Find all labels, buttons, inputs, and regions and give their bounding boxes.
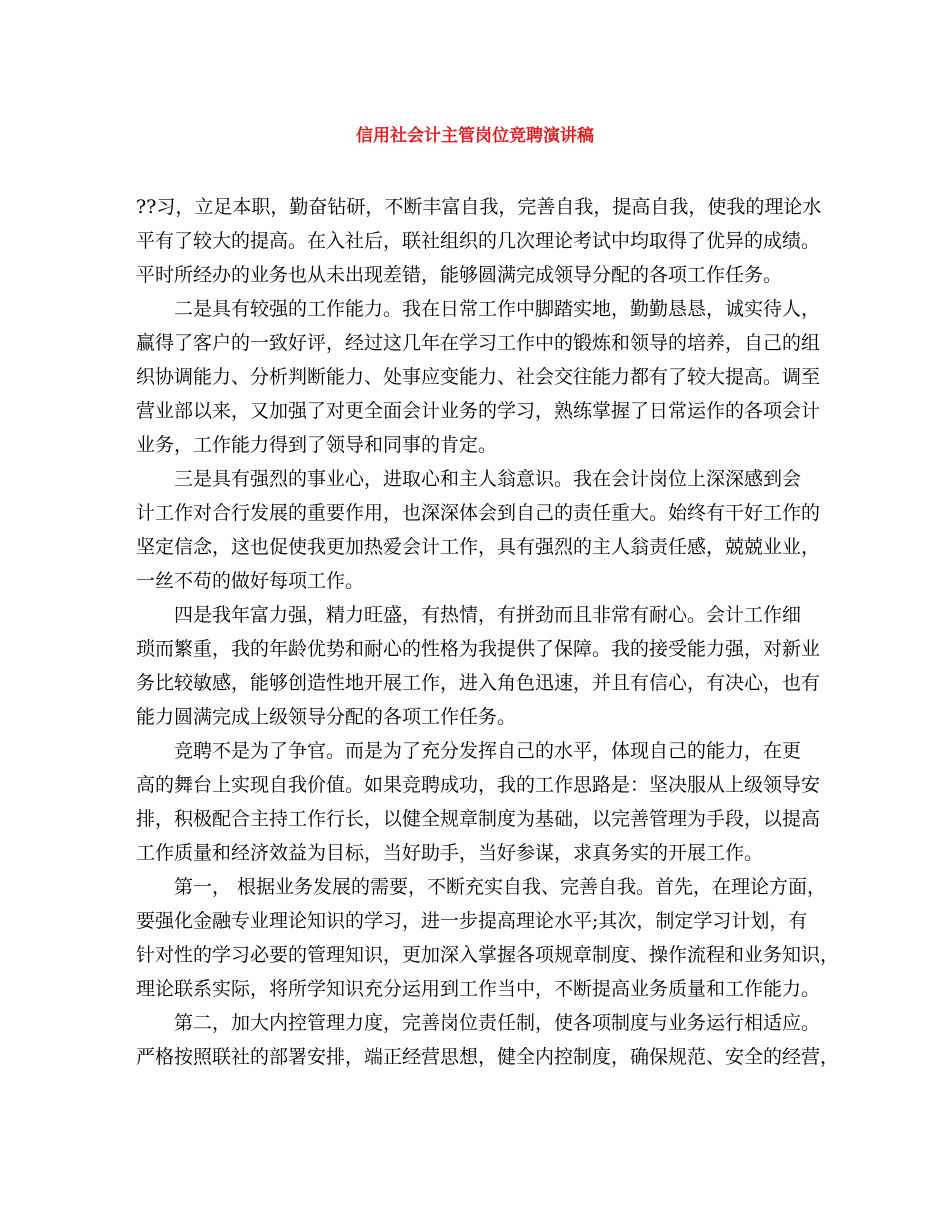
text-line: 针对性的学习必要的管理知识，更加深入掌握各项规章制度、操作流程和业务知识， — [136, 944, 840, 966]
text-line: 织协调能力、分析判断能力、处事应变能力、社会交往能力都有了较大提高。调至 — [136, 366, 821, 388]
text-line: 第一， 根据业务发展的需要，不断充实自我、完善自我。首先，在理论方面， — [174, 876, 827, 898]
text-line: 竞聘不是为了争官。而是为了充分发挥自己的水平，体现自己的能力，在更 — [174, 740, 802, 762]
text-line: ??习，立足本职，勤奋钻研，不断丰富自我，完善自我，提高自我，使我的理论水 — [136, 196, 822, 218]
document-title: 信用社会计主管岗位竞聘演讲稿 — [356, 126, 594, 146]
text-line: 理论联系实际，将所学知识充分运用到工作当中，不断提高业务质量和工作能力。 — [136, 978, 821, 1000]
text-line: 要强化金融专业理论知识的学习，进一步提高理论水平;其次，制定学习计划，有 — [136, 910, 808, 932]
text-line: 一丝不苟的做好每项工作。 — [136, 570, 365, 592]
text-line: 营业部以来，又加强了对更全面会计业务的学习，熟练掌握了日常运作的各项会计 — [136, 400, 821, 422]
text-line: 工作质量和经济效益为目标，当好助手，当好参谋，求真务实的开展工作。 — [136, 842, 764, 864]
text-line: 二是具有较强的工作能力。我在日常工作中脚踏实地，勤勤恳恳，诚实待人， — [174, 298, 821, 320]
text-line: 能力圆满完成上级领导分配的各项工作任务。 — [136, 706, 517, 728]
text-line: 四是我年富力强，精力旺盛，有热情，有拼劲而且非常有耐心。会计工作细 — [174, 604, 802, 626]
text-line: 务比较敏感，能够创造性地开展工作，进入角色迅速，并且有信心，有决心，也有 — [136, 672, 821, 694]
text-line: 第二，加大内控管理力度，完善岗位责任制，使各项制度与业务运行相适应。 — [174, 1012, 821, 1034]
text-line: 严格按照联社的部署安排，端正经营思想，健全内控制度，确保规范、安全的经营， — [136, 1046, 840, 1068]
text-line: 业务，工作能力得到了领导和同事的肯定。 — [136, 434, 498, 456]
text-line: 坚定信念，这也促使我更加热爱会计工作，具有强烈的主人翁责任感，兢兢业业， — [136, 536, 821, 558]
text-line: 计工作对合行发展的重要作用，也深深体会到自己的责任重大。始终有干好工作的 — [136, 502, 821, 524]
document-body — [136, 190, 840, 1074]
text-line: 排，积极配合主持工作行长，以健全规章制度为基础，以完善管理为手段，以提高 — [136, 808, 821, 830]
text-line: 琐而繁重，我的年龄优势和耐心的性格为我提供了保障。我的接受能力强，对新业 — [136, 638, 821, 660]
text-line: 平时所经办的业务也从未出现差错，能够圆满完成领导分配的各项工作任务。 — [136, 264, 783, 286]
text-line: 平有了较大的提高。在入社后，联社组织的几次理论考试中均取得了优异的成绩。 — [136, 230, 821, 252]
text-line: 赢得了客户的一致好评，经过这几年在学习工作中的锻炼和领导的培养，自己的组 — [136, 332, 821, 354]
text-line: 三是具有强烈的事业心，进取心和主人翁意识。我在会计岗位上深深感到会 — [174, 468, 802, 490]
text-line: 高的舞台上实现自我价值。如果竞聘成功，我的工作思路是：坚决服从上级领导安 — [136, 774, 821, 796]
